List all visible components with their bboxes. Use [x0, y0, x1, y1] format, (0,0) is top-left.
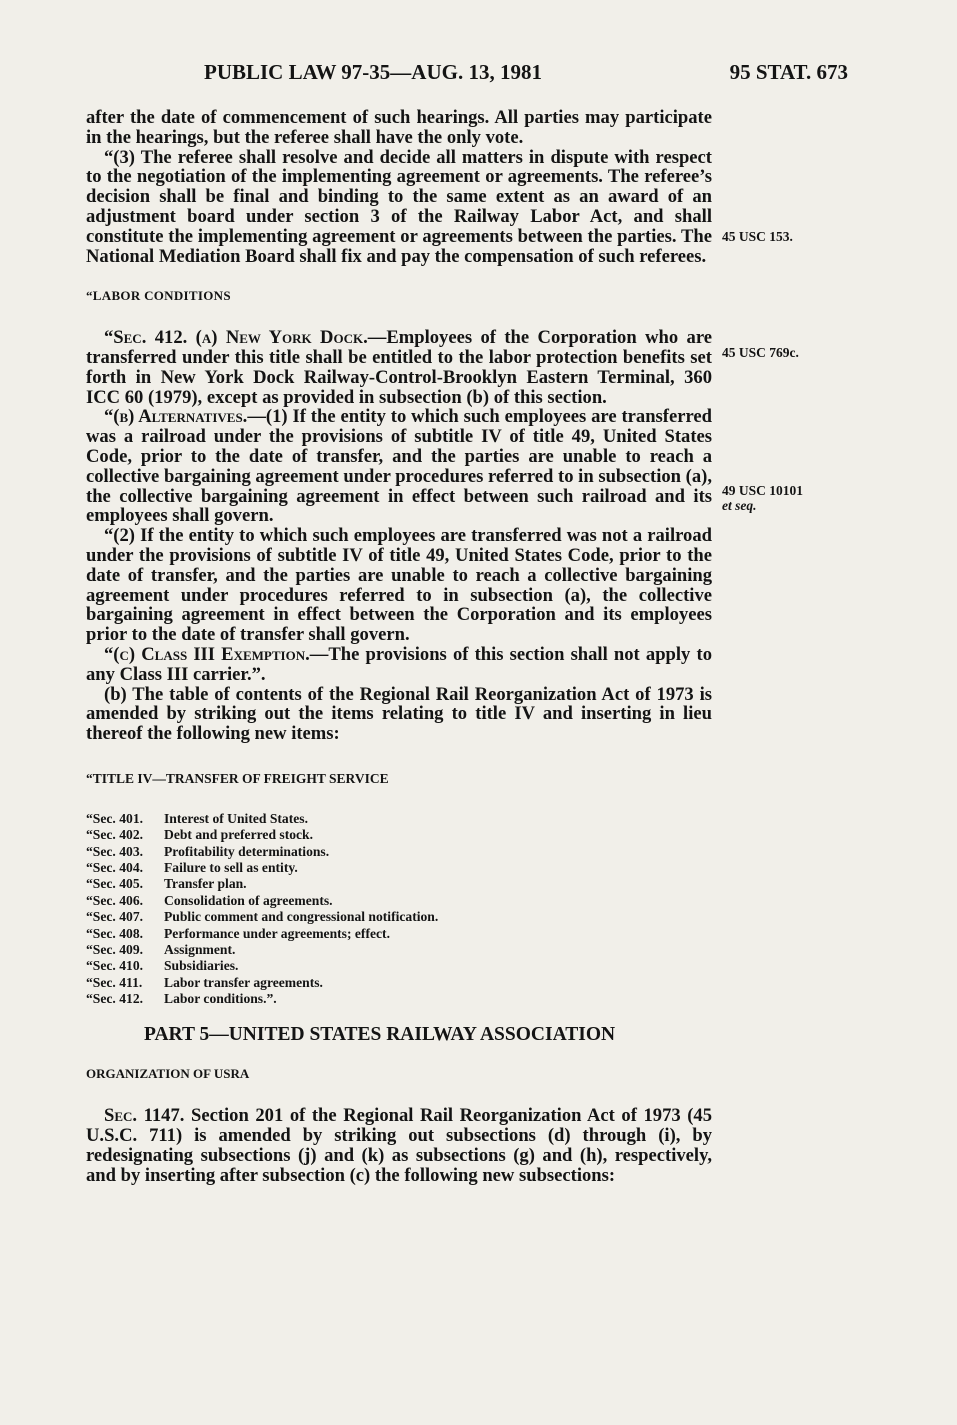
toc-item: [86, 860, 712, 876]
sec-1147-text: Section 201 of the Regional Rail Reorganization Act of 1973 (45 U.S.C. 711) is amended by striking out subsections (d) through (i), by redesignating subsections (j) and (k) as subsections (g) and (h), respectively, and by inserting after subsection (c) the following new subsections:: [86, 1105, 713, 1186]
sec-412-text: —Employees of the Corporation who are transferred under this title shall be entitled to the labor protection benefits set forth in New York Dock Railway-Control-Brooklyn Eastern Terminal, 360 ICC 60 (1979), except as provided in subsection (b) of this section.: [86, 327, 712, 408]
toc-item-title: Interest of United States.: [164, 810, 308, 826]
margin-note-citation: 45 USC 769c.: [722, 345, 799, 360]
toc-item: [86, 909, 712, 925]
toc-item-number: “Sec. 409.: [86, 941, 144, 957]
toc-item-number: “Sec. 402.: [86, 827, 144, 843]
alternatives-text: —(1) If the entity to which such employees are transferred was a railroad under the provisions of subtitle IV of title 49, United States Code, prior to the date of transfer, and the parties are unable to reach a collective bargaining agreement under procedures referred to in subsection (a), the collective bargaining agreement in effect between such railroad and its employees shall govern.: [86, 406, 712, 527]
section-heading-organization: ORGANIZATION OF USRA: [86, 1066, 250, 1082]
margin-note-citation: 45 USC 153.: [722, 229, 793, 244]
paragraph-referee: “(3) The referee shall resolve and decide all matters in dispute with respect to the negotiation of the implementing agreement or agreements. The referee’s decision shall be final and binding to the same extent as an award of an adjustment board under section 3 of the Railway Labor Act, and shall constitute the implementing agreement or agreements between the parties. The National Mediation Board shall fix and pay the compensation of such referees.: [86, 146, 712, 267]
toc-item: [86, 958, 712, 974]
toc-item-title: Failure to sell as entity.: [164, 859, 298, 875]
toc-item-title: Public comment and congressional notification.: [164, 909, 439, 925]
toc-item-title: Labor conditions.”.: [164, 991, 277, 1007]
toc-item-number: “Sec. 408.: [86, 925, 144, 941]
toc-item-title: Labor transfer agreements.: [164, 974, 323, 990]
paragraph-sec-1147: [86, 1106, 712, 1185]
toc-item-title: Debt and preferred stock.: [164, 827, 314, 843]
alternatives-label: “(b) Alternatives.: [104, 406, 248, 428]
toc-item-number: “Sec. 407.: [86, 909, 144, 925]
toc-item-number: “Sec. 401.: [86, 810, 144, 826]
running-header: [86, 60, 848, 88]
toc-item: [86, 876, 712, 892]
toc-title: “TITLE IV—TRANSFER OF FREIGHT SERVICE: [86, 770, 389, 786]
margin-note-citation: [722, 483, 803, 513]
toc-item: [86, 811, 712, 827]
toc-item-title: Consolidation of agreements.: [164, 892, 333, 908]
toc-item-title: Assignment.: [164, 941, 236, 957]
section-heading-labor-conditions: “LABOR CONDITIONS: [86, 288, 231, 304]
toc-item: [86, 975, 712, 991]
header-stat-page: 95 STAT. 673: [729, 60, 848, 84]
toc-item: [86, 926, 712, 942]
class-iii-text: —The provisions of this section shall not apply to any Class III carrier.”.: [86, 643, 712, 685]
toc-item: [86, 844, 712, 860]
toc-item-number: “Sec. 412.: [86, 991, 144, 1007]
paragraph-sec-412-a: [86, 328, 712, 407]
toc-item-number: “Sec. 404.: [86, 859, 144, 875]
toc-item-number: “Sec. 405.: [86, 876, 144, 892]
part-heading: PART 5—UNITED STATES RAILWAY ASSOCIATION: [144, 1023, 616, 1045]
toc-item-number: “Sec. 410.: [86, 958, 144, 974]
class-iii-label: “(c) Class III Exemption.: [104, 643, 310, 665]
paragraph-continuation: after the date of commencement of such hearings. All parties may participate in the hearings, but the referee shall have the only vote.: [86, 107, 712, 148]
table-of-contents: [86, 811, 712, 1008]
toc-item-title: Performance under agreements; effect.: [164, 925, 390, 941]
body-text: [86, 108, 712, 1185]
toc-item-title: Subsidiaries.: [164, 958, 239, 974]
margin-note-line: [722, 498, 803, 513]
toc-item: [86, 942, 712, 958]
paragraph-sec-412-b1: [86, 407, 712, 526]
header-title: PUBLIC LAW 97-35—AUG. 13, 1981: [204, 60, 542, 84]
sec-412-label: “Sec. 412. (a) New York Dock.: [104, 327, 368, 349]
toc-item-number: “Sec. 411.: [86, 974, 143, 990]
toc-item: [86, 991, 712, 1007]
toc-item: [86, 827, 712, 843]
sec-1147-label: Sec. 1147.: [104, 1105, 185, 1127]
paragraph-sec-412-b2: “(2) If the entity to which such employees are transferred was not a railroad under the provisions of subtitle IV of title 49, United States Code, prior to the date of transfer, and the parties are unable to reach a collective bargaining agreement under procedures referred to in subsection (a), the collective bargaining agreement in effect between the Corporation and its employees prior to the date of transfer shall govern.: [86, 525, 712, 646]
paragraph-table-of-contents-amendment: (b) The table of contents of the Regional Rail Reorganization Act of 1973 is amended by striking out the items relating to title IV and inserting in lieu thereof the following new items:: [86, 683, 712, 745]
toc-item: [86, 893, 712, 909]
margin-note-et-seq: et seq.: [722, 498, 757, 513]
toc-item-number: “Sec. 403.: [86, 843, 144, 859]
toc-item-title: Profitability determinations.: [164, 843, 330, 859]
margin-note-line: 49 USC 10101: [722, 483, 804, 498]
toc-item-title: Transfer plan.: [164, 876, 247, 892]
toc-item-number: “Sec. 406.: [86, 892, 144, 908]
paragraph-sec-412-c: [86, 645, 712, 685]
